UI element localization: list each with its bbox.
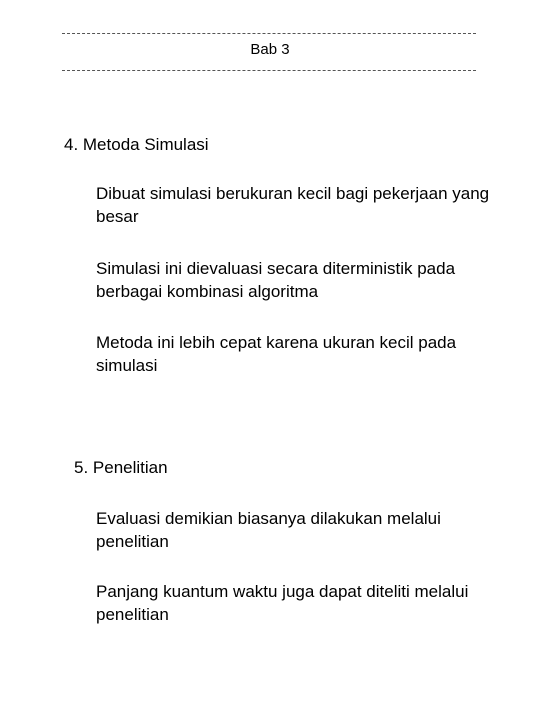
section-heading-metoda-simulasi: 4. Metoda Simulasi <box>64 135 209 154</box>
section-heading-penelitian: 5. Penelitian <box>74 458 168 477</box>
paragraph-metoda-cepat: Metoda ini lebih cepat karena ukuran kecil pada simulasi <box>96 333 457 375</box>
paragraph-evaluasi-diterministik: Simulasi ini dievaluasi secara diterministik pada berbagai kombinasi algoritma <box>96 259 456 301</box>
paragraph-simulasi-kecil: Dibuat simulasi berukuran kecil bagi pekerjaan yang besar <box>96 184 490 226</box>
paragraph-evaluasi-penelitian: Evaluasi demikian biasanya dilakukan melalui penelitian <box>96 509 441 551</box>
header-rule-top <box>62 33 476 34</box>
paragraph-kuantum-waktu: Panjang kuantum waktu juga dapat diteliti melalui penelitian <box>96 582 469 624</box>
page-header-title: Bab 3 <box>250 41 290 58</box>
header-rule-bottom <box>62 70 476 71</box>
